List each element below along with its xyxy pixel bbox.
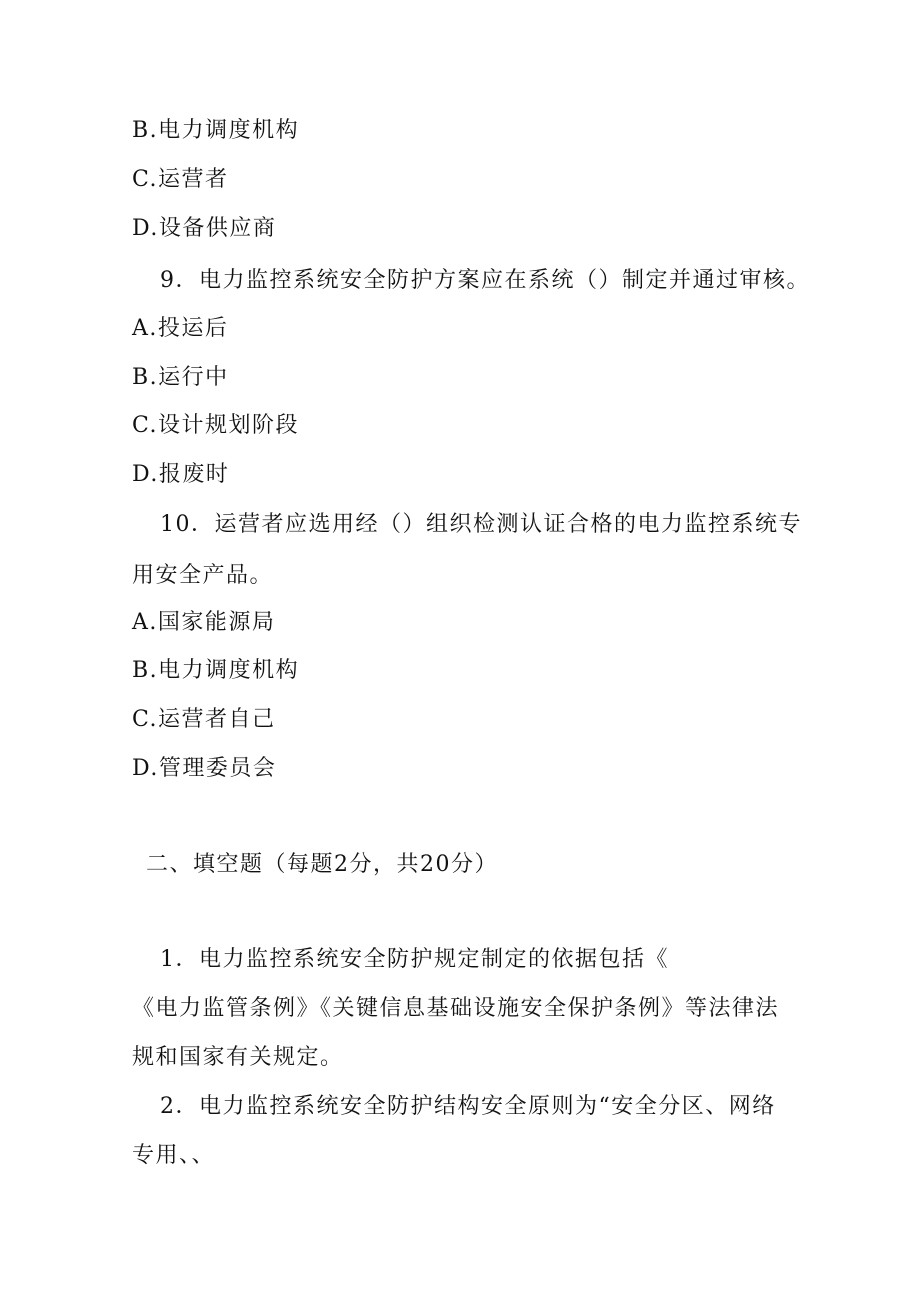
fill-question-2-line2: 专用、、 xyxy=(132,1143,216,1168)
question-10-line1: 10．运营者应选用经（）组织检测认证合格的电力监控系统专 xyxy=(160,512,802,537)
fill-question-1-line1: 1．电力监控系统安全防护规定制定的依据包括《 xyxy=(160,947,669,972)
q10-option-b: B.电力调度机构 xyxy=(132,658,300,683)
q8-option-b: B.电力调度机构 xyxy=(132,118,300,143)
q9-option-d: D.报废时 xyxy=(132,462,230,487)
fill-question-2-line1: 2．电力监控系统安全防护结构安全原则为“安全分区、网络 xyxy=(160,1094,776,1119)
q8-option-c: C.运营者 xyxy=(132,167,229,192)
fill-question-1-line2: 《电力监管条例》《关键信息基础设施安全保护条例》等法律法 xyxy=(132,996,780,1021)
q10-option-d: D.管理委员会 xyxy=(132,756,277,781)
question-10-line2: 用安全产品。 xyxy=(132,563,274,588)
q9-option-c: C.设计规划阶段 xyxy=(132,413,300,438)
question-9: 9．电力监控系统安全防护方案应在系统（）制定并通过审核。 xyxy=(160,268,810,293)
q10-option-c: C.运营者自己 xyxy=(132,707,276,732)
q9-option-b: B.运行中 xyxy=(132,365,229,390)
fill-question-1-line3: 规和国家有关规定。 xyxy=(132,1045,344,1070)
section-heading-fill-blank: 二、填空题（每题2分，共20分） xyxy=(146,852,498,877)
q9-option-a: A.投运后 xyxy=(132,316,229,341)
q10-option-a: A.国家能源局 xyxy=(132,610,276,635)
q8-option-d: D.设备供应商 xyxy=(132,216,277,241)
